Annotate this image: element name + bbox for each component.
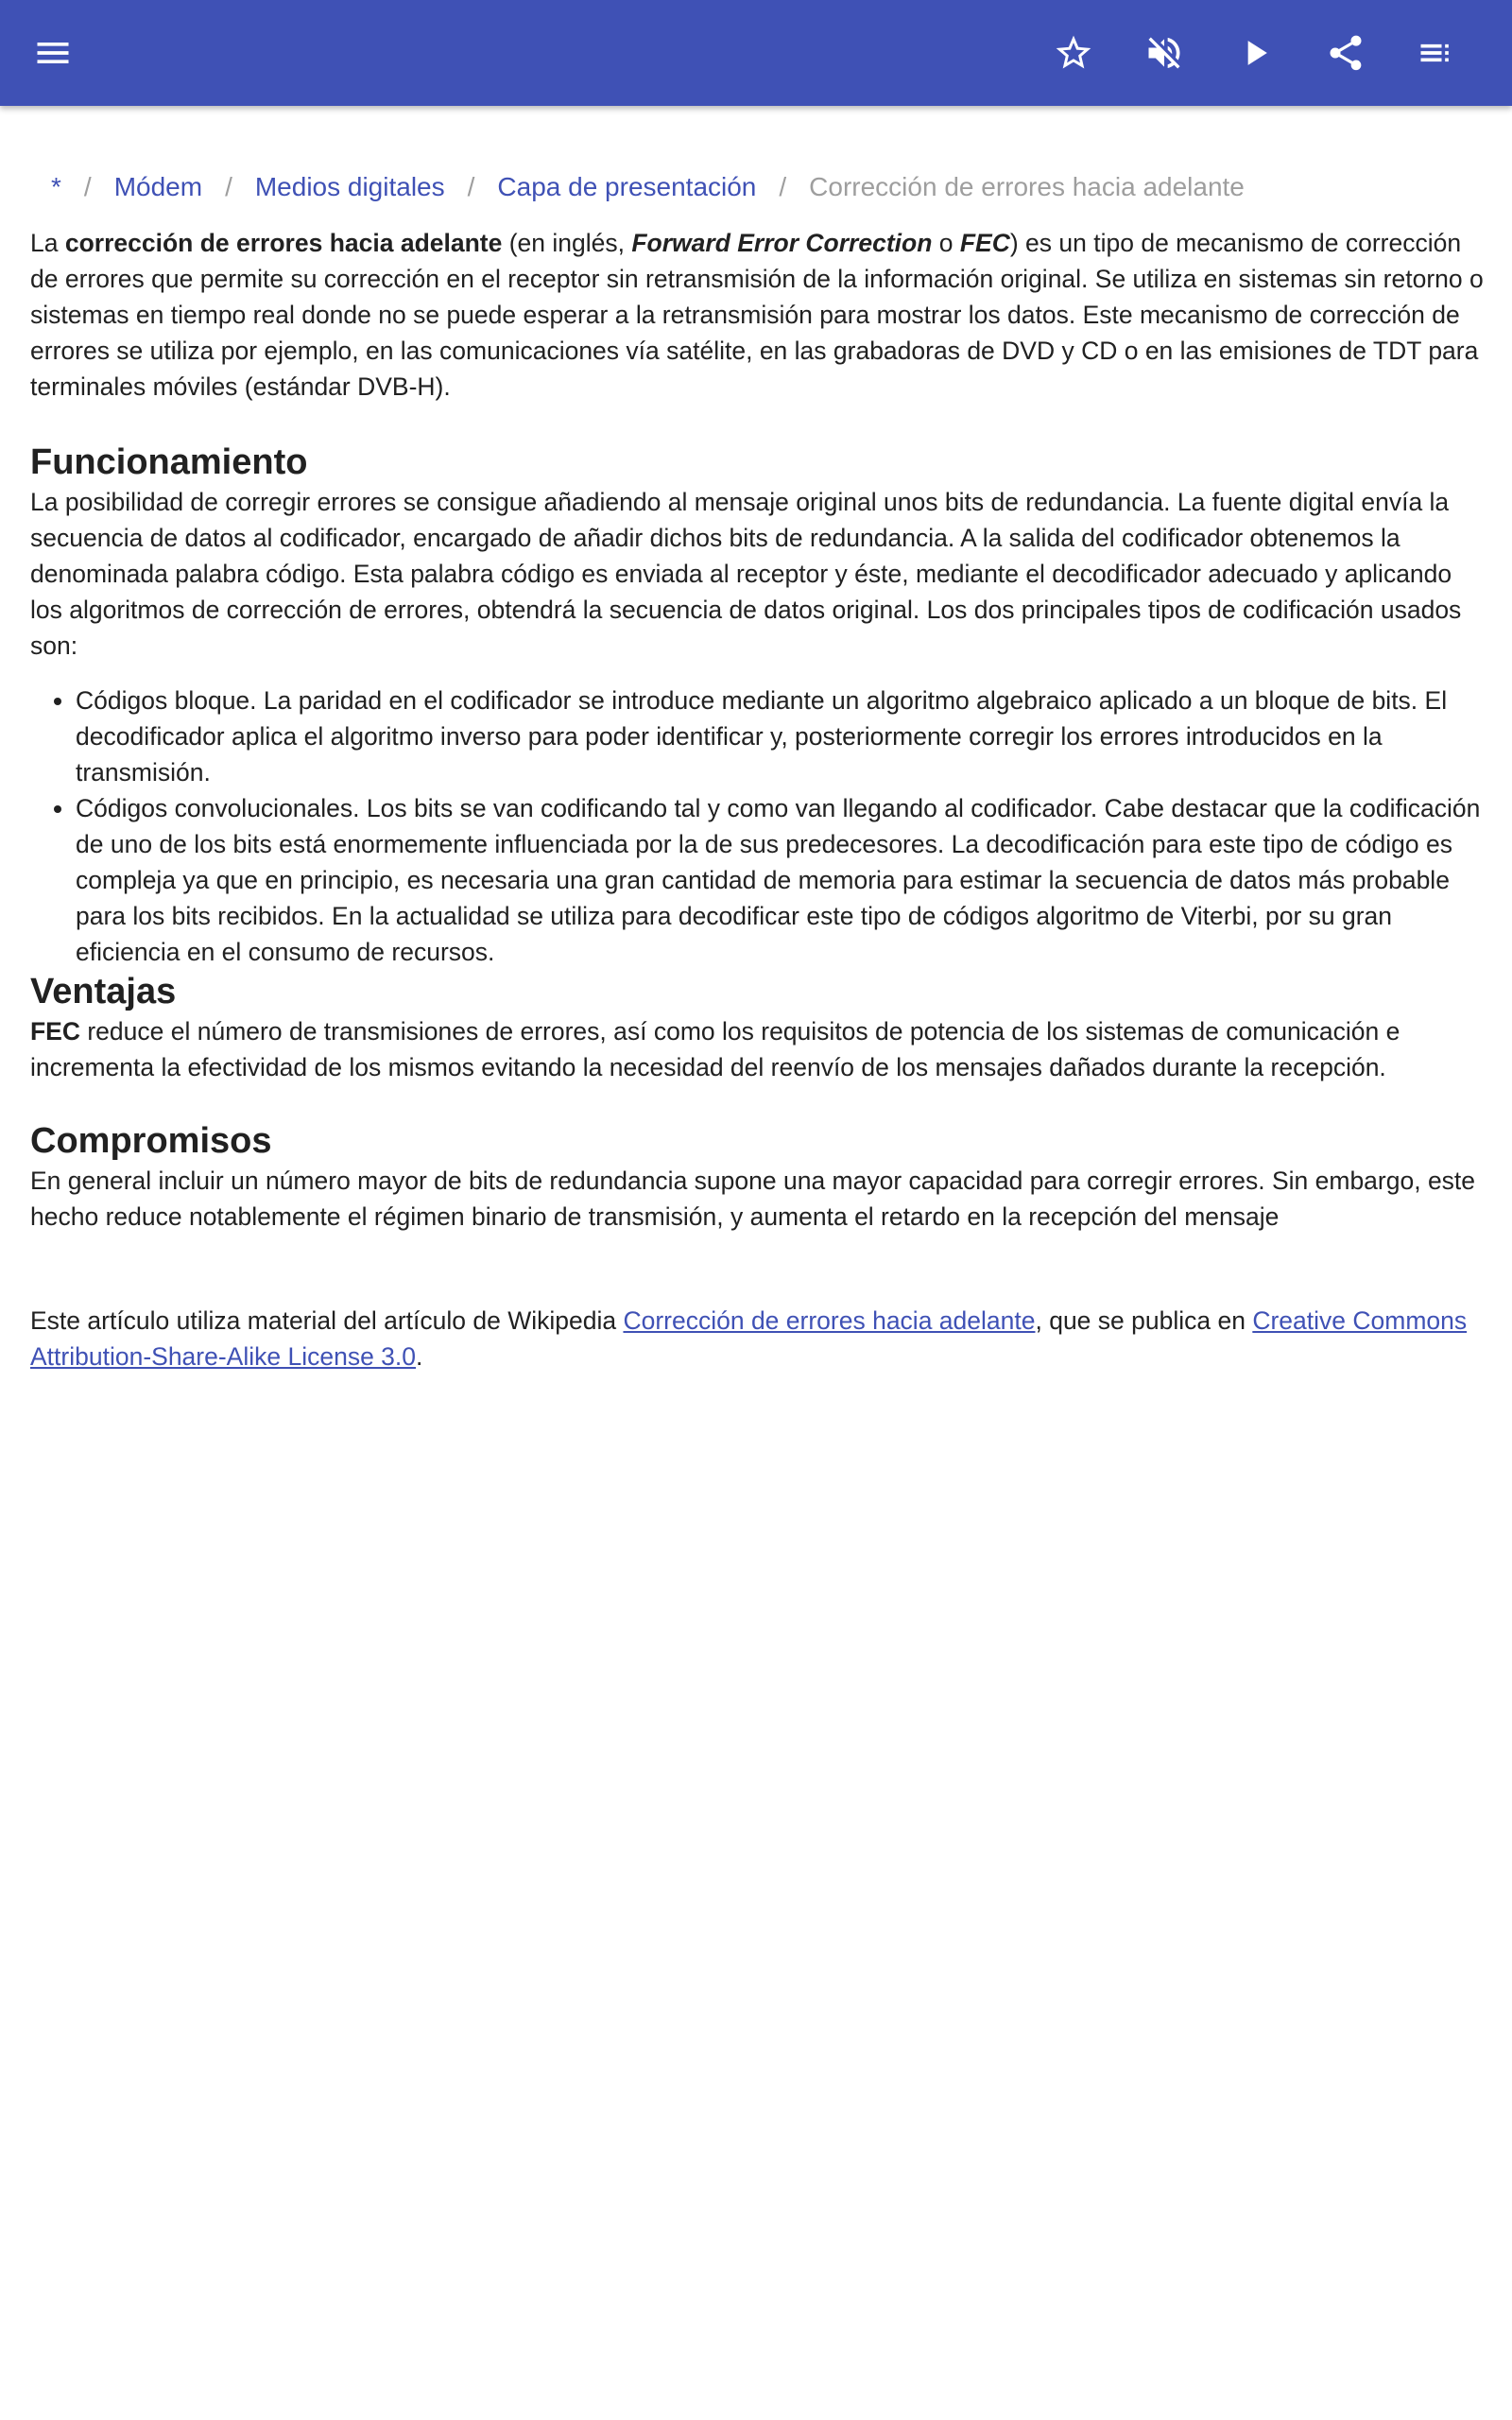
section-heading-funcionamiento: Funcionamiento: [30, 442, 308, 482]
ventajas-term: FEC: [30, 1017, 80, 1046]
section-heading-ventajas: Ventajas: [30, 972, 177, 1011]
intro-english-term: Forward Error Correction: [631, 229, 933, 257]
intro-text: (en inglés,: [502, 229, 632, 257]
menu-icon: [32, 32, 74, 74]
share-button[interactable]: [1319, 26, 1372, 79]
playlist-icon: [1416, 32, 1457, 74]
breadcrumb-separator: /: [779, 172, 787, 201]
mute-button[interactable]: [1138, 26, 1191, 79]
intro-text: La: [30, 229, 65, 257]
breadcrumb-item-modem[interactable]: Módem: [113, 172, 203, 201]
app-bar: [0, 0, 1512, 106]
wikipedia-article-link[interactable]: Corrección de errores hacia adelante: [623, 1306, 1036, 1335]
volume-off-icon: [1143, 32, 1185, 74]
attribution-text: , que se publica en: [1035, 1306, 1253, 1335]
breadcrumb-separator: /: [467, 172, 475, 201]
article-content: [30, 106, 1486, 1374]
compromisos-paragraph: En general incluir un número mayor de bits de redundancia supone una mayor capacidad para corregir errores. Sin embargo, este hecho reduce notablemente el régimen binario de transmisión, y aumenta el retardo en la recepción del mensaje: [30, 1167, 1476, 1231]
menu-button[interactable]: [26, 26, 79, 79]
section-heading-compromisos: Compromisos: [30, 1121, 272, 1161]
play-icon: [1234, 32, 1276, 74]
contents-button[interactable]: [1410, 26, 1463, 79]
breadcrumb-separator: /: [225, 172, 232, 201]
list-item: • Códigos bloque. La paridad en el codificador se introduce mediante un algoritmo algebraico aplicado a un bloque de bits. El decodificador aplica el algoritmo inverso para poder identificar y, posteriormente corregir los errores introducidos en la transmisión.: [76, 683, 1486, 790]
attribution-text: .: [416, 1342, 423, 1371]
breadcrumb-separator: /: [83, 172, 92, 201]
intro-term: corrección de errores hacia adelante: [64, 229, 503, 257]
intro-text: ) es un tipo de mecanismo de corrección de errores que permite su corrección en el receptor sin retransmisión de la información original. Se utiliza en sistemas sin retorno o sistemas en tiempo real donde no se puede esperar a la retransmisión para mostrar los datos. Este mecanismo de corrección de errores se utiliza por ejemplo, en las comunicaciones vía satélite, en las grabadoras de DVD y CD o en las emisiones de TDT para terminales móviles (estándar DVB-H).: [30, 229, 1484, 401]
ventajas-paragraph: [30, 1013, 1486, 1085]
funcionamiento-paragraph: La posibilidad de corregir errores se consigue añadiendo al mensaje original unos bits de redundancia. La fuente digital envía la secuencia de datos al codificador, encargado de añadir dichos bits de redundancia. A la salida del codificador obtenemos la denominada palabra código. Esta palabra código es enviada al receptor y éste, mediante el decodificador adecuado y aplicando los algoritmos de corrección de errores, obtendrá la secuencia de datos original. Los dos principales tipos de codificación usados son:: [30, 488, 1462, 660]
attribution-paragraph: [30, 1303, 1486, 1374]
play-button[interactable]: [1228, 26, 1281, 79]
star-outline-icon: [1053, 32, 1094, 74]
license-link[interactable]: Creative Commons Attribution-Share-Alike License 3.0: [30, 1306, 1468, 1371]
list-item: • Códigos convolucionales. Los bits se van codificando tal y como van llegando al codificador. Cabe destacar que la codificación de uno de los bits está enormemente influenciada por la de sus predecesores. La decodificación para este tipo de código es compleja ya que en principio, es necesaria una gran cantidad de memoria para estimar la secuencia de datos más probable para los bits recibidos. En la actualidad se utiliza para decodificar este tipo de códigos algoritmo de Viterbi, por su gran eficiencia en el consumo de recursos.: [76, 790, 1486, 970]
breadcrumb-item-medios-digitales[interactable]: Medios digitales: [254, 172, 445, 201]
intro-text: o: [932, 229, 960, 257]
ventajas-text: reduce el número de transmisiones de errores, así como los requisitos de potencia de los sistemas de comunicación e incrementa la efectividad de los mismos evitando la necesidad del reenvío de los mensajes dañados durante la recepción.: [30, 1017, 1400, 1081]
intro-acronym: FEC: [959, 229, 1010, 257]
breadcrumb-item-home[interactable]: *: [51, 172, 61, 201]
breadcrumb: [51, 168, 1486, 206]
favorite-button[interactable]: [1047, 26, 1100, 79]
intro-paragraph: [30, 225, 1486, 405]
attribution-text: Este artículo utiliza material del artículo de Wikipedia: [30, 1306, 624, 1335]
breadcrumb-item-capa-de-presentacion[interactable]: Capa de presentación: [497, 172, 757, 201]
share-icon: [1325, 32, 1366, 74]
breadcrumb-current: Corrección de errores hacia adelante: [809, 172, 1245, 201]
coding-types-list: [30, 683, 1486, 970]
